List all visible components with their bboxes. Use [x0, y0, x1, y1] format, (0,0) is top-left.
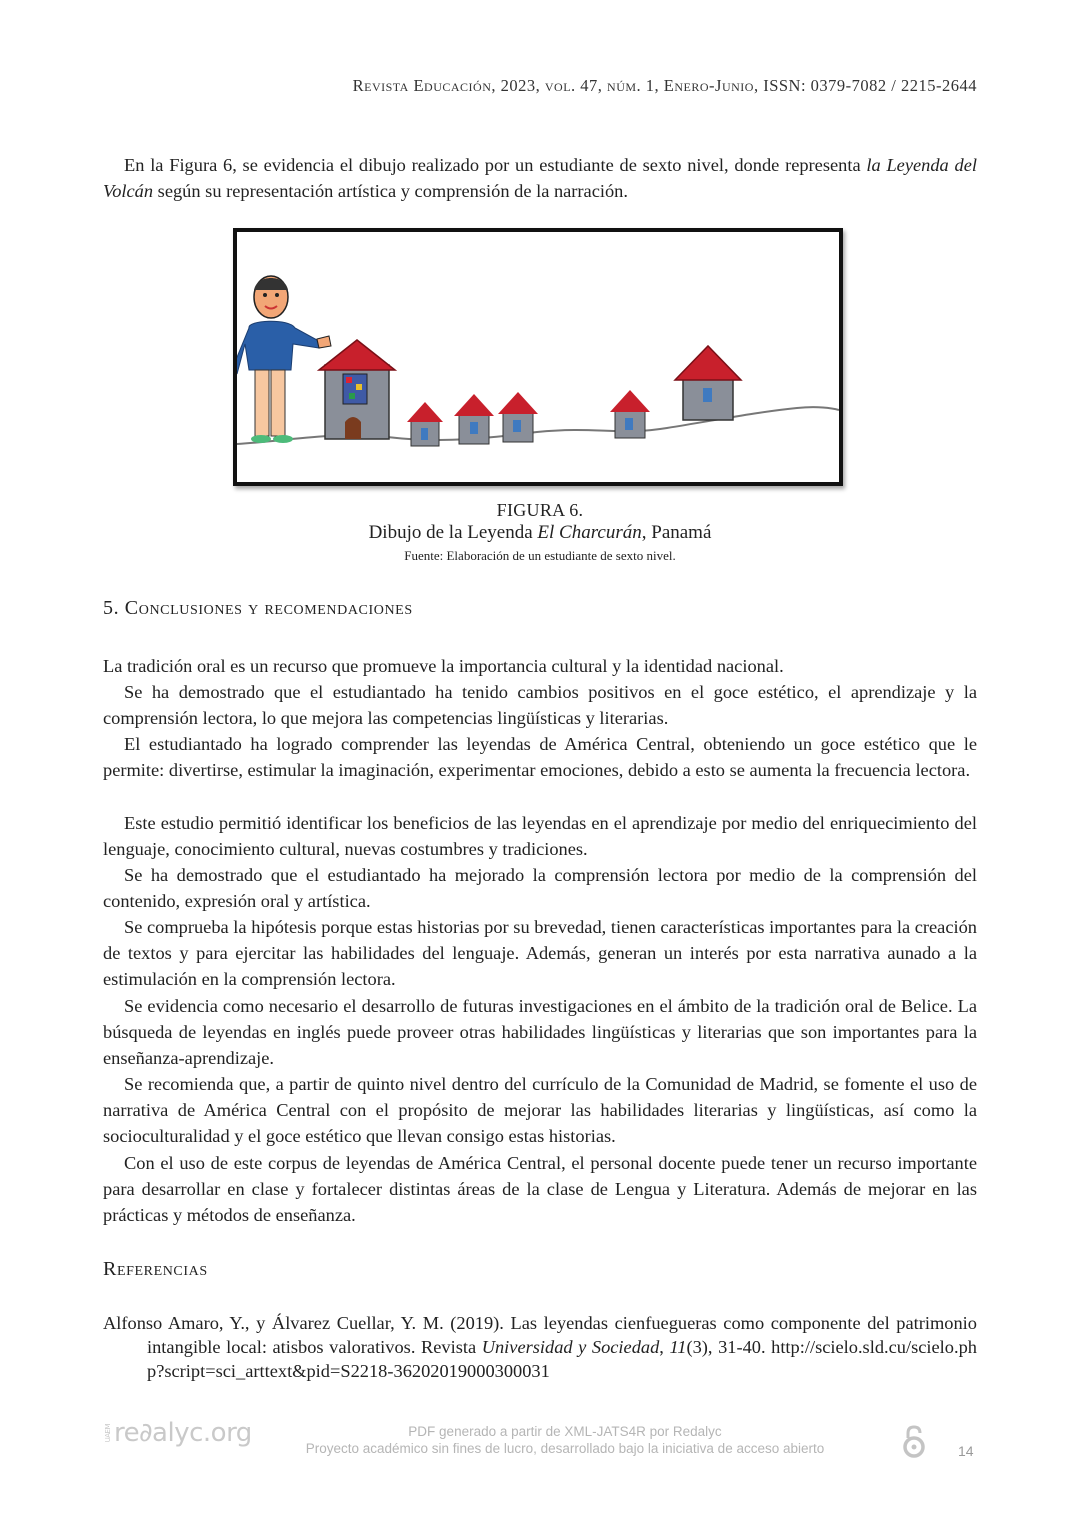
reference-volume: 11 [669, 1337, 687, 1357]
child-drawing-illustration [237, 232, 839, 482]
large-house-right [675, 346, 741, 420]
reference-pages: (3), 31-40. [686, 1337, 772, 1357]
figure-title [0, 522, 1080, 544]
section-heading-conclusions: 5. Conclusiones y recomendaciones [103, 597, 413, 619]
person-figure [237, 276, 331, 443]
reference-text: Alfonso Amaro, Y., y Álvarez Cuellar, Y. M. (2019). Las leyendas cienfuegueras como componente del patrimonio intangible local: atisbos valorativos. Revista [103, 1313, 977, 1357]
page-number: 14 [958, 1443, 974, 1459]
intro-italic-title: la Leyenda del Volcán [103, 155, 977, 202]
figure-source: Fuente: Elaboración de un estudiante de sexto nivel. [404, 548, 676, 563]
conclusion-paragraph: Se comprueba la hipótesis porque estas historias por su brevedad, tienen características importantes para la creación de textos y para ejercitar las habilidades del lenguaje. Además, generan un interés por esta narrativa aunado a la estimulación en la comprensión lectora. [103, 917, 977, 990]
redalyc-logo-text: re∂alyc.org [114, 1418, 252, 1448]
footer-generated-note: PDF generado a partir de XML-JATS4R por Redalyc [408, 1424, 722, 1439]
figure-number: FIGURA 6. [496, 500, 584, 520]
figure-title-end: , Panamá [641, 522, 712, 543]
conclusion-paragraph: La tradición oral es un recurso que promueve la importancia cultural y la identidad nacional. [103, 656, 784, 676]
intro-text-start: En la Figura 6, se evidencia el dibujo realizado por un estudiante de sexto nivel, donde representa [124, 155, 867, 175]
large-house-left [319, 340, 395, 439]
conclusion-paragraph: Con el uso de este corpus de leyendas de América Central, el personal docente puede tener un recurso importante para desarrollar en clase y fortalecer distintas áreas de la clase de Lengua y Literatura. Además de mejorar en las prácticas y métodos de enseñanza. [103, 1153, 977, 1226]
conclusion-paragraph: Este estudio permitió identificar los beneficios de las leyendas en el aprendizaje por medio del enriquecimiento del lenguaje, conocimiento cultural, nuevas costumbres y tradiciones. [103, 813, 977, 860]
running-header: Revista Educación, 2023, vol. 47, núm. 1, Enero-Junio, ISSN: 0379-7082 / 2215-2644 [352, 76, 977, 95]
conclusion-paragraph: Se ha demostrado que el estudiantado ha mejorado la comprensión lectora por medio de la comprensión del contenido, expresión oral y artística. [103, 865, 977, 912]
figure-title-italic: El Charcurán [537, 522, 642, 543]
small-house-2 [454, 394, 494, 444]
intro-text-end: según su representación artística y comprensión de la narración. [153, 181, 628, 202]
conclusion-paragraph: El estudiantado ha logrado comprender las leyendas de América Central, obteniendo un goce estético que le permite: divertirse, estimular la imaginación, experimentar emociones, debido a esto se aumenta la frecuencia lectora. [103, 734, 977, 781]
reference-entry [103, 1311, 977, 1383]
open-access-icon [900, 1424, 928, 1458]
conclusion-paragraph: Se ha demostrado que el estudiantado ha tenido cambios positivos en el goce estético, el aprendizaje y la comprensión lectora, lo que mejora las competencias lingüísticas y literarias. [103, 682, 977, 729]
small-house-4 [610, 390, 650, 438]
small-house-3 [498, 392, 538, 442]
section-heading-references: Referencias [103, 1258, 208, 1280]
intro-paragraph [103, 152, 977, 204]
conclusion-paragraph: Se evidencia como necesario el desarrollo de futuras investigaciones en el ámbito de la tradición oral de Belice. La búsqueda de leyendas en inglés puede proveer otras habilidades lingüísticas y literarias que son importantes para la enseñanza-aprendizaje. [103, 996, 977, 1069]
reference-journal: Universidad y Sociedad [481, 1337, 660, 1357]
footer-project-note: Proyecto académico sin fines de lucro, desarrollado bajo la iniciativa de acceso abierto [305, 1441, 825, 1456]
reference-comma: , [659, 1337, 670, 1357]
conclusion-paragraph: Se recomienda que, a partir de quinto nivel dentro del currículo de la Comunidad de Madrid, se fomente el uso de narrativa de América Central con el propósito de mejorar las habilidades literarias y lingüísticas, así como la socioculturalidad y el goce estético que llevan consigo estas historias. [103, 1074, 977, 1147]
figure-title-start: Dibujo de la Leyenda [368, 522, 538, 543]
uaem-mark: UAEM [104, 1424, 112, 1443]
figure-6-drawing [233, 228, 843, 486]
small-house-1 [407, 402, 443, 446]
reference-url-link[interactable]: http://scielo.sld.cu/scielo.php?script=sci_arttext&pid=S2218-36202019000300031 [147, 1337, 977, 1381]
